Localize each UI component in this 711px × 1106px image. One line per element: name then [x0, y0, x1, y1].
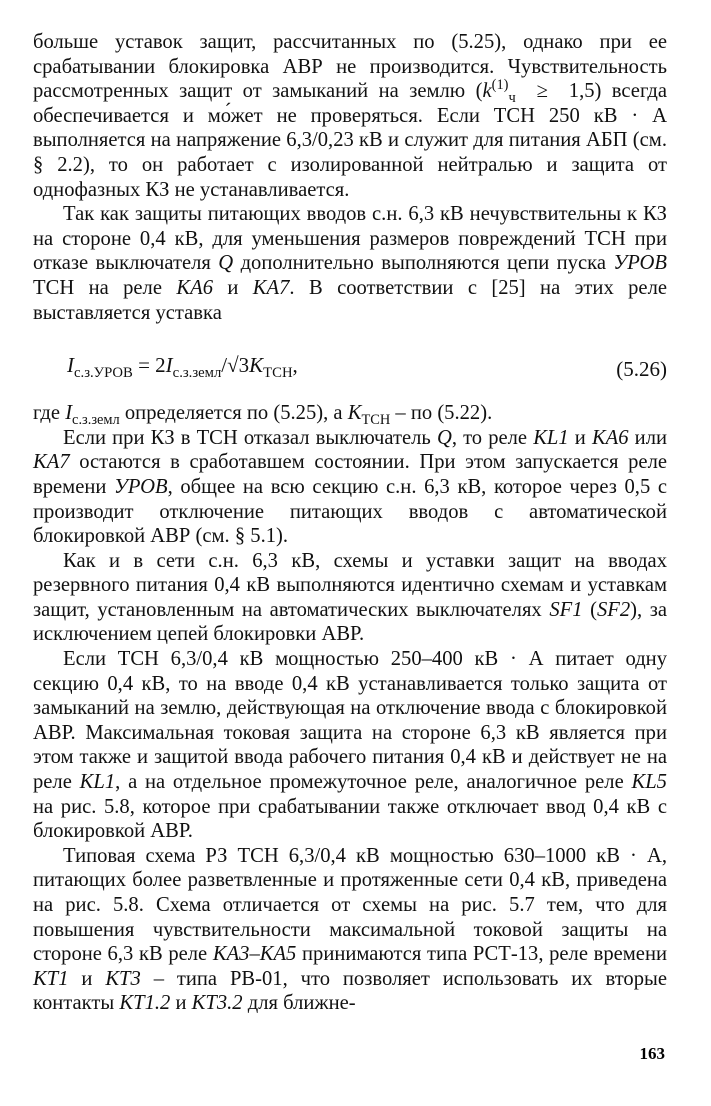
- page-number: 163: [639, 1044, 665, 1063]
- paragraph-7: Типовая схема РЗ ТСН 6,3/0,4 кВ мощностью 630–1000 кВ · А, питающих более разветвленные и протяженные сети 0,4 кВ, приведена на рис. 5.8. Схема отличается от схемы на рис. 5.7 тем, что для повышения чувствительности максимальной токовой защиты на стороне 6,3 кВ реле KA3–KA5 принимаются типа РСТ-13, реле времени KT1 и KT3 – типа РВ-01, что позволяет использовать их вторые контакты KT1.2 и KT3.2 для ближне-: [33, 844, 667, 1015]
- paragraph-1: больше уставок защит, рассчитанных по (5.25), однако при ее срабатывании блокировка АВР не производится. Чувствительность рассмотренных защит от замыканий на землю $(k^{(1)}_ч \ge 1,5)$ всегда обеспечивается и мо́жет не проверяться. Если ТСН 250 кВ · А выполняется на напряжение 6,3/0,23 кВ и служит для питания АБП (см. § 2.2), то он работает с изолированной нейтралью и защита от однофазных КЗ не устанавливается.: [33, 31, 667, 201]
- formula-5-26: [33, 343, 667, 389]
- paragraph-6: Если ТСН 6,3/0,4 кВ мощностью 250–400 кВ · А питает одну секцию 0,4 кВ, то на вводе 0,4 кВ устанавливается только защита от замыканий на землю, действующая на отключение ввода с блокировкой АВР. Максимальная токовая защита на стороне 6,3 кВ является при этом также и защитой ввода рабочего питания 0,4 кВ и действует не на реле KL1, а на отдельное промежуточное реле, аналогичное реле KL5 на рис. 5.8, которое при срабатывании также отключает ввод 0,4 кВ с блокировкой АВР.: [33, 648, 667, 843]
- paragraph-3: где $I_{с.з.земл}$ определяется по (5.25), а $K_{ТСН}$ – по (5.22).: [33, 402, 493, 429]
- paragraph-4: Если при КЗ в ТСН отказал выключатель Q, то реле KL1 и KA6 или KA7 остаются в сработавшем состоянии. При этом запускается реле времени УРОВ, общее на всю секцию с.н. 6,3 кВ, которое через 0,5 с производит отключение питающих вводов с автоматической блокировкой АВР (см. § 5.1).: [33, 426, 667, 548]
- paragraph-5: Как и в сети с.н. 6,3 кВ, схемы и уставки защит на вводах резервного питания 0,4 кВ выполняются идентично схемам и уставкам защит, установленным на автоматических выключателях SF1 (SF2), за исключением цепей блокировки АВР.: [33, 549, 667, 646]
- formula-expression: $I_{с.з.УРОВ} = 2I_{с.з.земл}/√3K_{ТСН}$,: [67, 353, 298, 382]
- paragraph-2: Так как защиты питающих вводов с.н. 6,3 кВ нечувствительны к КЗ на стороне 0,4 кВ, для уменьшения размеров повреждений ТСН при отказе выключателя Q дополнительно выполняются цепи пуска УРОВ ТСН на реле KA6 и KA7. В соответствии с [25] на этих реле выставляется уставка: [33, 203, 668, 324]
- equation-number: (5.26): [616, 357, 667, 382]
